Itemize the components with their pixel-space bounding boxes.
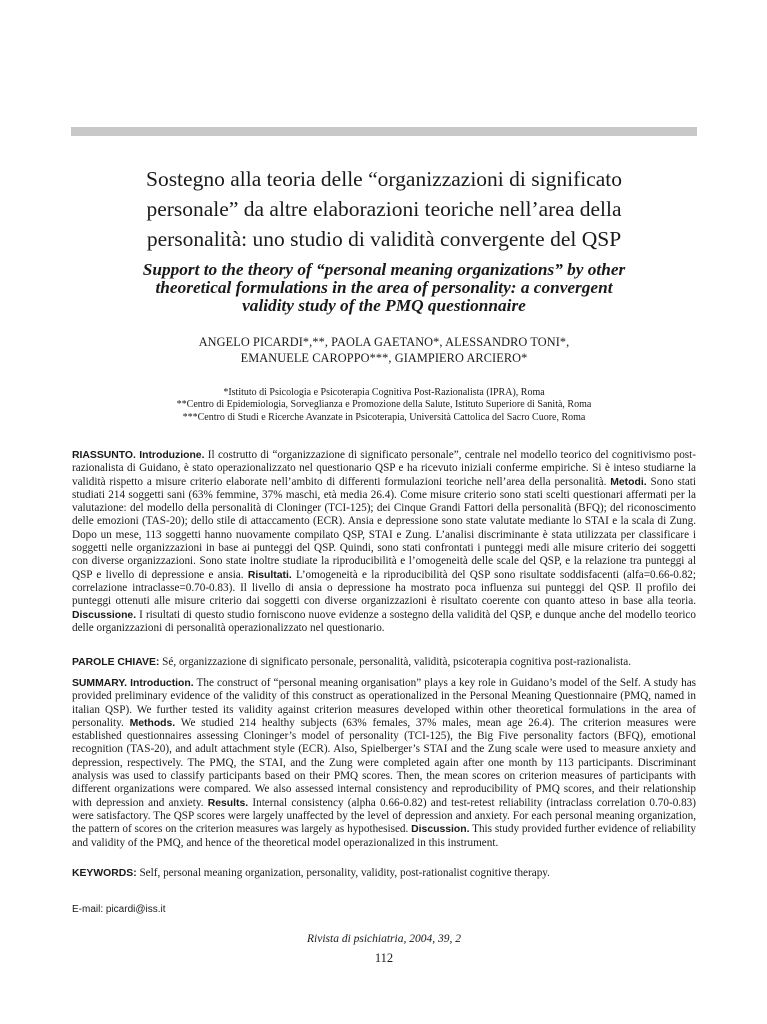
label-parole-chiave: PAROLE CHIAVE: [72,657,160,668]
title-italian-line: personale” da altre elaborazioni teoriche nell’area della [146,197,622,221]
text-methods: We studied 214 healthy subjects (63% females, 37% males, mean age 26.4). The criterion measures were established questionnaires assessing Cloninger’s model of personality (TCI-125), the Big Five personality factors (BFQ), emotional recognition (TAS-20), and adult attachment style (ECR). Also, Spielberger’s STAI and the Zung scale were used to measure anxiety and depression, respectively. The PMQ, the STAI, and the Zung were completed again after one month by 113 participants. Discriminant analysis was used to classify participants based on their PMQ scores. Then, the mean scores on criterion measures of participants with different organizations were compared. We also assessed internal consistency and reproducibility of PMQ scores, and their relationship with depression and anxiety. [72,716,697,809]
title-english-line: validity study of the PMQ questionnaire [242,295,526,315]
label-risultati: Risultati. [247,569,292,581]
label-results: Results. [207,797,249,809]
label-discussion: Discussion. [411,824,470,836]
abstract-italian [72,449,696,635]
text-introduction: The construct of “personal meaning organisation” plays a key role in Guidano’s model of the Self. A study has provided preliminary evidence of the validity of this construct as operationalized in the Personal Meaning Questionnaire (PMQ, named in italian QSP). We further tested its validity against criterion measures developed within other theoretical formulations in the area of personality. [72,677,697,729]
text-risultati: L’omogeneità e la riproducibilità del QSP sono risultate soddisfacenti (alfa=0.66-0.82; correlazione intraclasse=0.70-0.83). Il livello di ansia o depressione ha mostrato poca influenza sui punteggi del QSP. Il profilo dei punteggi ottenuti alle misure criterio dai soggetti con diverse organizzazioni è risultato coerente con quanto atteso in base alla teoria. [72,568,696,608]
label-metodi: Metodi. [610,476,647,488]
label-introduction: Introduction. [130,678,194,689]
text-discussion: This study provided further evidence of reliability and validity of the PMQ, and hence of the theoretical model operazionalized in this instrument. [72,823,697,849]
label-riassunto: RIASSUNTO. [72,450,136,461]
text-keywords: Self, personal meaning organization, personality, validity, post-rationalist cognitive therapy. [136,867,550,879]
author-line: EMANUELE CAROPPO***, GIAMPIERO ARCIERO* [240,351,528,365]
abstract-english [72,677,696,850]
keywords-italian [72,656,696,669]
label-summary: SUMMARY. [72,678,128,689]
title-english [80,261,688,314]
journal-citation: Rivista di psichiatria, 2004, 39, 2 [307,933,461,945]
text-metodi: Sono stati studiati 214 soggetti sani (63% femmine, 37% maschi, età media 26.4). Come misure criterio sono stati scelti questionari affermati per la valutazione: del modello della personalità di Cloninger (TCI-125); dei Cinque Grandi Fattori della personalità (BFQ); del riconoscimento delle emozioni (TAS-20); dello stile di attaccamento (ECR). Ansia e depressione sono state valutate mediante lo STAI e la scala di Zung. Dopo un mese, 113 soggetti hanno nuovamente compilato QSP, STAI e Zung. L’analisi discriminante è stata utilizzata per classificare i soggetti nelle organizzazioni in base ai punteggi del QSP. Quindi, sono stati confrontati i punteggi medi alle misure criterio dei soggetti con diverse organizzazioni. Sono state inoltre studiate la riproducibilità e l’omogeneità delle scale del QSP, e la relazione tra punteggi al QSP e livello di depressione e ansia. [72,475,696,581]
text-parole-chiave: Sé, organizzazione di significato personale, personalità, validità, psicoterapia cognitiva post-razionalista. [159,656,632,668]
affiliation: **Centro di Epidemiologia, Sorveglianza e Promozione della Salute, Istituto Superiore di Sanità, Roma [176,399,592,411]
affiliation-list [80,387,688,424]
title-italian-line: Sostegno alla teoria delle “organizzazioni di significato [145,167,623,191]
text-discussione: I risultati di questo studio forniscono nuove evidenze a sostegno della validità del QSP, e dunque anche del modello teorico delle organizzazioni di personalità operazionalizzato nel questionario. [72,608,696,634]
title-english-line: Support to the theory of “personal meaning organizations” by other [142,260,626,279]
author-line: ANGELO PICARDI*,**, PAOLA GAETANO*, ALESSANDRO TONI*, [198,335,570,349]
header-rule [71,127,697,136]
title-italian-line: personalità: uno studio di validità convergente del QSP [146,227,622,251]
page-number: 112 [374,951,394,965]
text-introduzione: Il costrutto di “organizzazione di significato personale”, centrale nel modello teorico del cognitivismo post-razionalista di Guidano, è stato operazionalizzato nel questionario QSP e ha ricevuto iniziali conferme empiriche. Si è inteso studiarne la validità rispetto a misure criterio elaborate nell’ambito di differenti formulazioni teoriche nell’area della personalità. [72,449,696,488]
corresponding-email: E-mail: picardi@iss.it [72,904,166,915]
title-english-line: theoretical formulations in the area of personality: a convergent [155,277,613,297]
label-keywords: KEYWORDS: [72,868,137,879]
label-introduzione: Introduzione. [139,450,205,461]
text-results: Internal consistency (alpha 0.66-0.82) and test-retest reliability (intraclass correlation 0.70-0.83) were satisfactory. The QSP scores were largely unaffected by the level of depression and anxiety. For each personal meaning organization, the pattern of scores on the criterion measures was largely as hypothesised. [72,796,697,836]
label-methods: Methods. [129,717,176,729]
affiliation: ***Centro di Studi e Ricerche Avanzate in Psicoterapia, Università Cattolica del Sacro Cuore, Roma [182,411,586,423]
author-list [80,334,688,366]
title-italian [80,164,688,254]
label-discussione: Discussione. [72,609,137,621]
keywords-english [72,867,696,880]
affiliation: *Istituto di Psicologia e Psicoterapia Cognitiva Post-Razionalista (IPRA), Roma [223,387,545,398]
